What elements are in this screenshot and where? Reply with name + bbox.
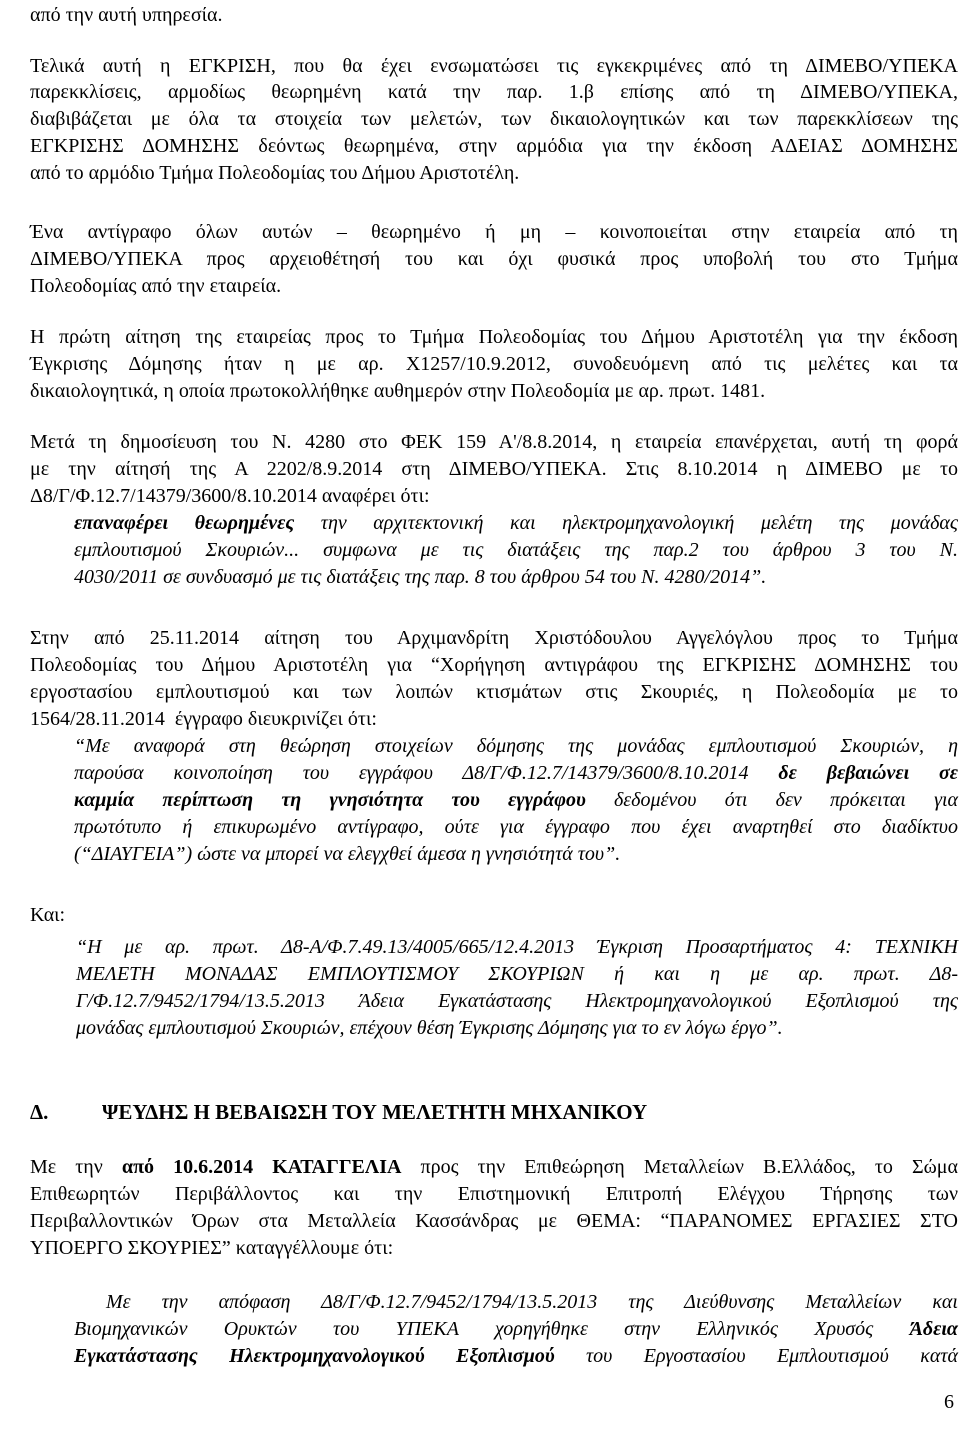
quote-line (74, 511, 958, 536)
body-text: προς την Επιθεώρηση Μεταλλείων Β.Ελλάδος, το Σώμα (401, 1156, 958, 1178)
text-line: ΔΙΜΕΒΟ/ΥΠΕΚΑ προς αρχειοθέτησή του και όχι φυσικά προς υποβολή του στο Τμήμα (30, 248, 958, 270)
quote-line: πρωτότυπο ή επικυρωμένο αντίγραφο, ούτε για έγγραφο που έχει αναρτηθεί στο διαδίκτυο (74, 816, 958, 838)
emphasis-text: Εγκατάστασης Ηλεκτρομηχανολογικού Εξοπλισμού (74, 1345, 555, 1367)
emphasis-text: από 10.6.2014 ΚΑΤΑΓΓΕΛΙΑ (121, 1156, 402, 1178)
quote-text: δεδομένου ότι δεν πρόκειται για (585, 789, 959, 811)
quote-line: (“ΔΙΑΥΓΕΙΑ”) ώστε να μπορεί να ελεγχθεί άμεσα η γνησιότητά του”. (74, 843, 621, 865)
quote-line (74, 1317, 958, 1342)
text-line: από την αυτή υπηρεσία. (30, 4, 223, 26)
quote-line: εμπλουτισμού Σκουριών... συμφωνα με τις διατάξεις της παρ.2 του άρθρου 3 του Ν. (74, 539, 958, 561)
quote-line (74, 788, 958, 813)
emphasis-text: καμμία περίπτωση τη γνησιότητα του εγγράφου (74, 789, 586, 811)
section-number: Δ. (30, 1100, 49, 1124)
text-line: Η πρώτη αίτηση της εταιρείας προς το Τμήμα Πολεοδομίας του Δήμου Αριστοτέλη για την έκδοση (30, 326, 958, 348)
text-line: Τελικά αυτή η ΕΓΚΡΙΣΗ, που θα έχει ενσωματώσει τις εγκεκριμένες από τη ΔΙΜΕΒΟ/ΥΠΕΚΑ (30, 55, 958, 77)
text-line: Περιβαλλοντικών Όρων στα Μεταλλεία Κασσάνδρας με ΘΕΜΑ: “ΠΑΡΑΝΟΜΕΣ ΕΡΓΑΣΙΕΣ ΣΤΟ (30, 1210, 958, 1232)
text-line: Έγκρισης Δόμησης ήταν η με αρ. Χ1257/10.9.2012, συνοδευόμενη από τις μελέτες και τα (30, 353, 958, 375)
text-line: με την αίτησή της Α 2202/8.9.2014 στη ΔΙΜΕΒΟ/ΥΠΕΚΑ. Στις 8.10.2014 η ΔΙΜΕΒΟ με το (30, 458, 958, 480)
quote-text: Βιομηχανικών Ορυκτών του ΥΠΕΚΑ χορηγήθηκε στην Ελληνικός Χρυσός (74, 1318, 910, 1340)
text-line: από το αρμόδιο Τμήμα Πολεοδομίας του Δήμου Αριστοτέλη. (30, 162, 520, 184)
text-line: δικαιολογητικά, η οποία πρωτοκολλήθηκε αυθημερόν στην Πολεοδομία με αρ. πρωτ. 1481. (30, 380, 766, 402)
and-label: Και: (30, 904, 66, 926)
quote-text: την αρχιτεκτονική και ηλεκτρομηχανολογική μελέτη της μονάδας (294, 512, 958, 534)
emphasis-text: δε βεβαιώνει σε (778, 762, 959, 784)
text-line: Δ8/Γ/Φ.12.7/14379/3600/8.10.2014 αναφέρει ότι: (30, 485, 430, 507)
text-line: Επιθεωρητών Περιβάλλοντος και την Επιστημονική Επιτροπή Ελέγχου Τήρησης των (30, 1183, 958, 1205)
quote-line (74, 761, 958, 786)
text-line: Πολεοδομίας από την εταιρεία. (30, 275, 282, 297)
text-line: ΕΓΚΡΙΣΗΣ ΔΟΜΗΣΗΣ δεόντως θεωρημένα, στην αρμόδια για την έκδοση ΑΔΕΙΑΣ ΔΟΜΗΣΗΣ (30, 135, 958, 157)
text-line: Ένα αντίγραφο όλων αυτών – θεωρημένο ή μη – κοινοποιείται στην εταιρεία από τη (30, 221, 958, 243)
quote-text: του Εργοστασίου Εμπλουτισμού κατά (554, 1345, 958, 1367)
quote-line: Γ/Φ.12.7/9452/1794/13.5.2013 Άδεια Εγκατάστασης Ηλεκτρομηχανολογικού Εξοπλισμού της (76, 990, 958, 1012)
text-line: εργοστασίου εμπλουτισμού και των λοιπών κτισμάτων στις Σκουριές, η Πολεοδομία με το (30, 681, 958, 703)
emphasis-text: επαναφέρει θεωρημένες (74, 512, 295, 534)
page-number: 6 (944, 1391, 954, 1413)
text-line: Στην από 25.11.2014 αίτηση του Αρχιμανδρίτη Χριστόδουλου Αγγελόγλου προς το Τμήμα (30, 627, 958, 649)
quote-line: 4030/2011 σε συνδυασμό με τις διατάξεις της παρ. 8 του άρθρου 54 του Ν. 4280/2014”. (74, 566, 767, 588)
quote-line: “Η με αρ. πρωτ. Δ8-Α/Φ.7.49.13/4005/665/12.4.2013 Έγκριση Προσαρτήματος 4: ΤΕΧΝΙΚΗ (76, 936, 958, 958)
section-heading (30, 1098, 647, 1126)
quote-line: μονάδας εμπλουτισμού Σκουριών, επέχουν θέση Έγκρισης Δόμησης για το εν λόγω έργο”. (76, 1017, 783, 1039)
quote-text: παρούσα κοινοποίηση του εγγράφου Δ8/Γ/Φ.12.7/14379/3600/8.10.2014 (74, 762, 779, 784)
text-line (30, 1155, 958, 1180)
body-text: Με την (30, 1156, 122, 1178)
quote-line: “Με αναφορά στη θεώρηση στοιχείων δόμησης της μονάδας εμπλουτισμού Σκουριών, η (74, 735, 958, 757)
text-line: 1564/28.11.2014 έγγραφο διευκρινίζει ότι: (30, 708, 377, 730)
text-line: Μετά τη δημοσίευση του Ν. 4280 στο ΦΕΚ 159 Α'/8.8.2014, η εταιρεία επανέρχεται, αυτή τη φορά (30, 431, 958, 453)
text-line: παρεκκλίσεις, αρμοδίως θεωρημένη κατά την παρ. 1.β επίσης από τη ΔΙΜΕΒΟ/ΥΠΕΚΑ, (30, 81, 958, 103)
text-line: ΥΠΟΕΡΓΟ ΣΚΟΥΡΙΕΣ” καταγγέλλουμε ότι: (30, 1237, 394, 1259)
text-line: διαβιβάζεται με όλα τα στοιχεία των μελετών, των δικαιολογητικών και των παρεκκλίσεων της (30, 108, 958, 130)
quote-line: ΜΕΛΕΤΗ ΜΟΝΑΔΑΣ ΕΜΠΛΟΥΤΙΣΜΟΥ ΣΚΟΥΡΙΩΝ ή και η με αρ. πρωτ. Δ8- (76, 963, 958, 985)
text-line: Πολεοδομίας του Δήμου Αριστοτέλη για “Χορήγηση αντιγράφου της ΕΓΚΡΙΣΗΣ ΔΟΜΗΣΗΣ του (30, 654, 958, 676)
quote-line (74, 1344, 958, 1369)
quote-line: Με την απόφαση Δ8/Γ/Φ.12.7/9452/1794/13.5.2013 της Διεύθυνσης Μεταλλείων και (106, 1291, 958, 1313)
emphasis-text: Άδεια (909, 1318, 958, 1340)
section-title: ΨΕΥΔΗΣ Η ΒΕΒΑΙΩΣΗ ΤΟΥ ΜΕΛΕΤΗΤΗ ΜΗΧΑΝΙΚΟΥ (102, 1100, 648, 1124)
